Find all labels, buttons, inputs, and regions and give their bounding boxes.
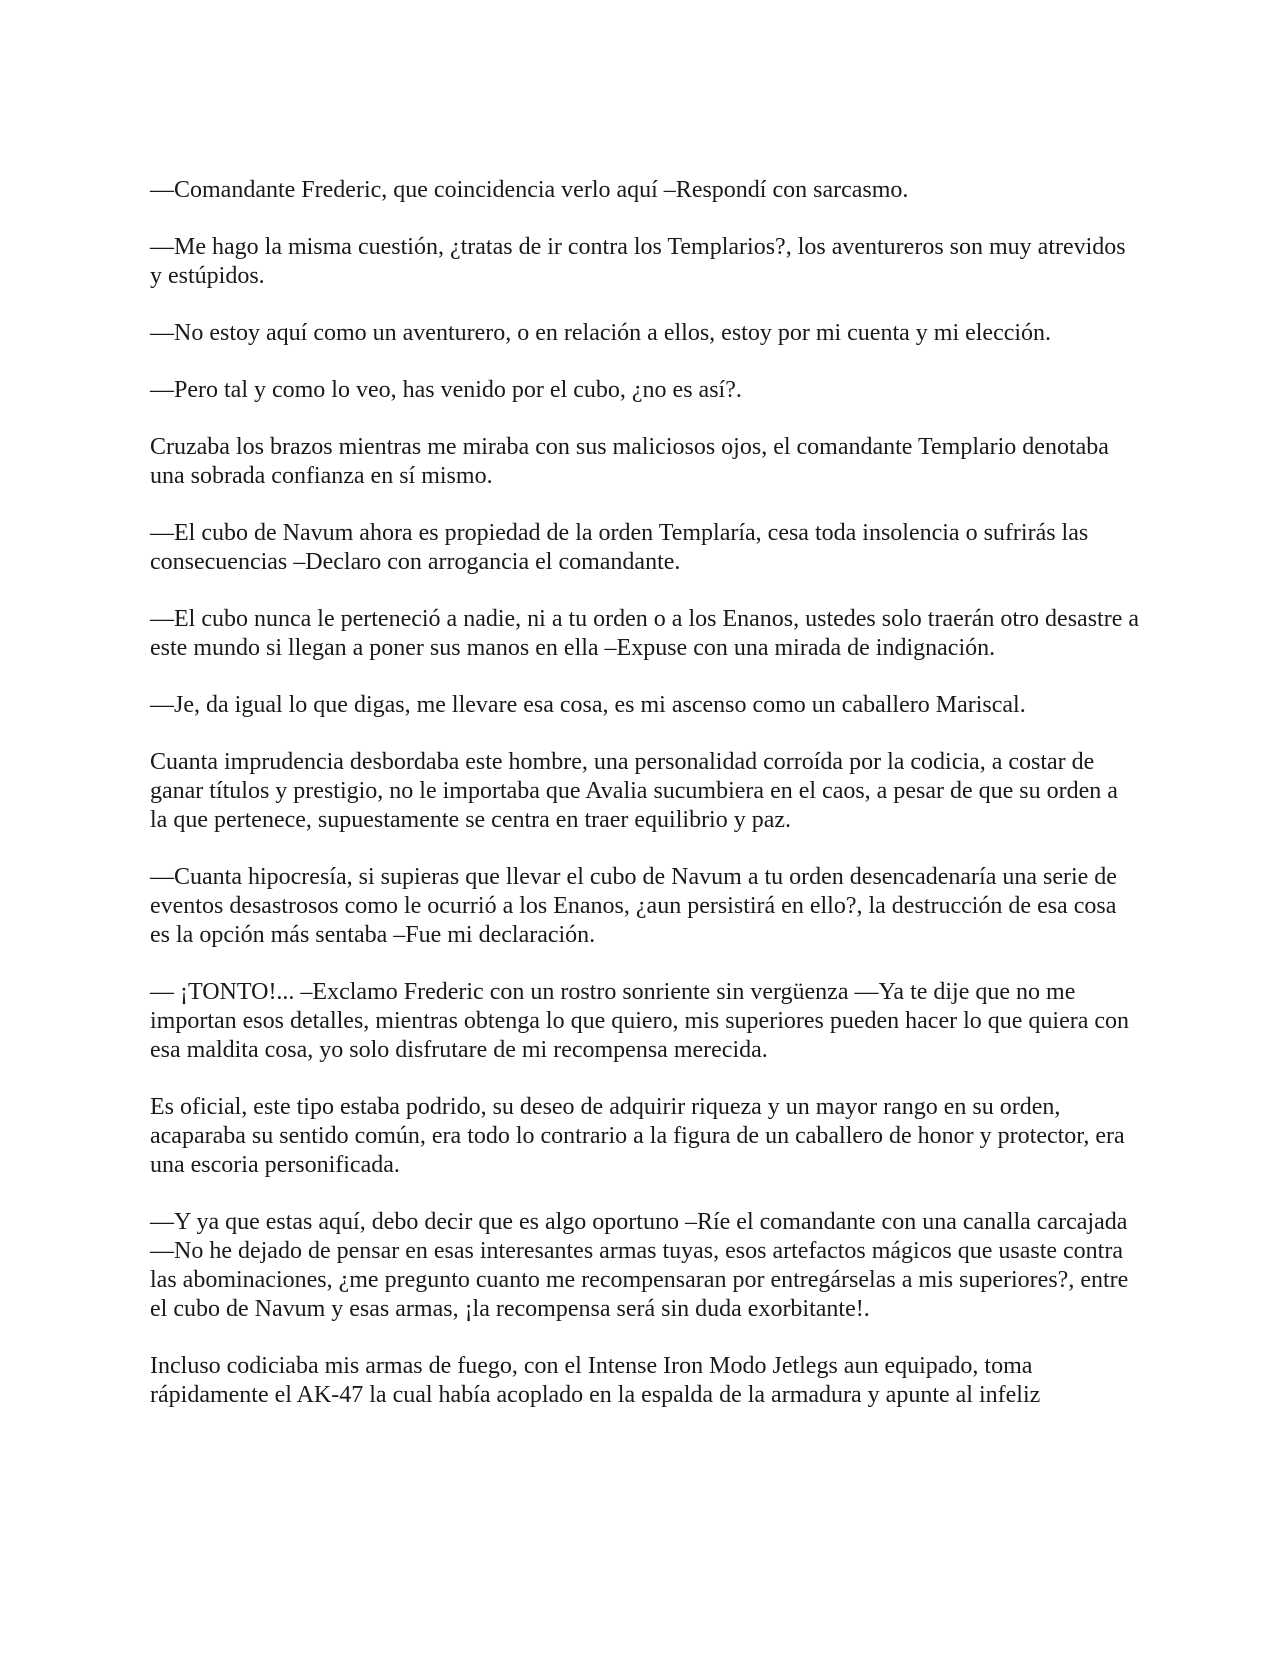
paragraph-5: Cruzaba los brazos mientras me miraba con sus maliciosos ojos, el comandante Templario denotaba una sobrada confianza en sí mismo. xyxy=(150,434,1109,489)
paragraph-3: —No estoy aquí como un aventurero, o en relación a ellos, estoy por mi cuenta y mi elección. xyxy=(150,320,1052,346)
document-page xyxy=(150,176,1140,1438)
paragraph-14: Incluso codiciaba mis armas de fuego, con el Intense Iron Modo Jetlegs aun equipado, toma rápidamente el AK-47 la cual había acoplado en la espalda de la armadura y apunte al infeliz xyxy=(150,1353,1041,1408)
paragraph-11: — ¡TONTO!... –Exclamo Frederic con un rostro sonriente sin vergüenza —Ya te dije que no me importan esos detalles, mientras obtenga lo que quiero, mis superiores pueden hacer lo que quiera con esa maldita cosa, yo solo disfrutare de mi recompensa merecida. xyxy=(150,979,1130,1063)
paragraph-10: —Cuanta hipocresía, si supieras que llevar el cubo de Navum a tu orden desencadenaría una serie de eventos desastrosos como le ocurrió a los Enanos, ¿aun persistirá en ello?, la destrucción de esa cosa es la opción más sentaba –Fue mi declaración. xyxy=(150,864,1117,948)
paragraph-9: Cuanta imprudencia desbordaba este hombre, una personalidad corroída por la codicia, a costar de ganar títulos y prestigio, no le importaba que Avalia sucumbiera en el caos, a pesar de que su orden a la que pertenece, supuestamente se centra en traer equilibrio y paz. xyxy=(150,749,1118,833)
paragraph-6: —El cubo de Navum ahora es propiedad de la orden Templaría, cesa toda insolencia o sufrirás las consecuencias –Declaro con arrogancia el comandante. xyxy=(150,520,1089,575)
paragraph-2: —Me hago la misma cuestión, ¿tratas de ir contra los Templarios?, los aventureros son muy atrevidos y estúpidos. xyxy=(150,234,1126,289)
paragraph-7: —El cubo nunca le perteneció a nadie, ni a tu orden o a los Enanos, ustedes solo traerán otro desastre a este mundo si llegan a poner sus manos en ella –Expuse con una mirada de indignación. xyxy=(150,606,1139,661)
paragraph-13: —Y ya que estas aquí, debo decir que es algo oportuno –Ríe el comandante con una canalla carcajada —No he dejado de pensar en esas interesantes armas tuyas, esos artefactos mágicos que usaste contra las abominaciones, ¿me pregunto cuanto me recompensaran por entregárselas a mis superiores?, entre el cubo de Navum y esas armas, ¡la recompensa será sin duda exorbitante!. xyxy=(150,1209,1129,1322)
paragraph-4: —Pero tal y como lo veo, has venido por el cubo, ¿no es así?. xyxy=(150,377,742,403)
paragraph-12: Es oficial, este tipo estaba podrido, su deseo de adquirir riqueza y un mayor rango en su orden, acaparaba su sentido común, era todo lo contrario a la figura de un caballero de honor y protector, era una escoria personificada. xyxy=(150,1094,1125,1178)
paragraph-1: —Comandante Frederic, que coincidencia verlo aquí –Respondí con sarcasmo. xyxy=(150,177,909,203)
paragraph-8: —Je, da igual lo que digas, me llevare esa cosa, es mi ascenso como un caballero Mariscal. xyxy=(150,692,1026,718)
